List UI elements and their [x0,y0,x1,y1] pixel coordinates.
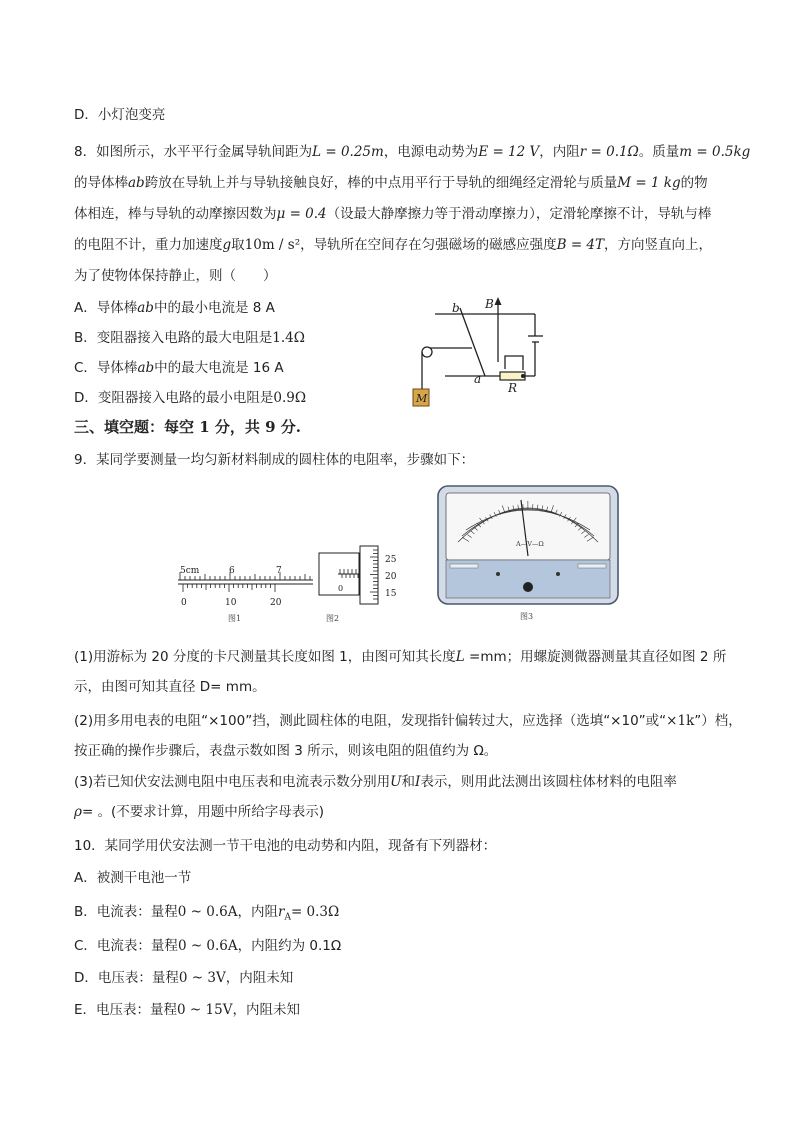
caliper-main-5cm: 5cm [180,566,200,576]
caliper-vernier-10: 10 [225,598,237,608]
q9-part-2-line-2: 按正确的操作步骤后，表盘示数如图 3 所示，则该电阻的阻值约为 Ω。 [74,743,498,759]
circuit-diagram [405,292,580,412]
meter-knob [523,582,533,592]
q9-part-3-line-1: (3)若已知伏安法测电阻中电压表和电流表示数分别用U和I表示，则用此法测出该圆柱体材料的电阻率 [74,774,677,790]
micrometer-25: 25 [385,555,397,565]
q8-option-a: A．导体棒ab中的最小电流是 8 A [74,300,275,316]
q10-intro: 10．某同学用伏安法测一节干电池的电动势和内阻，现备有下列器材： [74,838,497,854]
q8-option-c: C．导体棒ab中的最大电流是 16 A [74,360,284,376]
q8-line-4: 的电阻不计，重力加速度g取10m / s²，导轨所在空间存在匀强磁场的磁感应强度B = 4T，方向竖直向上， [74,237,713,253]
q9-part-3-line-2: ρ= 。(不要求计算，用题中所给字母表示) [74,804,325,820]
meter-label: A—V—Ω [516,540,544,548]
q8-line-1: 8．如图所示，水平平行金属导轨间距为L = 0.25m，电源电动势为E = 12 V，内阻r = 0.1Ω。质量m = 0.5kg [74,144,751,160]
q9-part-1-line-1: (1)用游标为 20 分度的卡尺测量其长度如图 1，由图可知其长度L =mm；用螺旋测微器测量其直径如图 2 所 [74,649,727,665]
q10-option-b: B．电流表：量程0 ~ 0.6A，内阻$r_A= 0.3\Omega$ [74,904,340,923]
label-M: M [416,392,428,405]
q9-part-1-line-2: 示，由图可知其直径 D= mm。 [74,679,266,695]
caliper-vernier-20: 20 [270,598,282,608]
q10-option-c: C．电流表：量程0 ~ 0.6A，内阻约为 0.1Ω [74,938,342,954]
q10-option-d: D．电压表：量程0 ~ 3V，内阻未知 [74,970,294,986]
figure-2-label: 图2 [326,614,340,623]
q10-option-a: A．被测干电池一节 [74,870,192,886]
q8-line-5: 为了使物体保持静止，则（ ） [74,268,277,284]
label-a: a [474,372,482,386]
micrometer-zero: 0 [338,584,344,593]
caliper-vernier-0: 0 [181,598,187,608]
figure-1-label: 图1 [228,614,242,623]
figure-1-caliper [168,560,318,625]
q9-part-2-line-1: (2)用多用电表的电阻“×100”挡，测此圆柱体的电阻，发现指针偏转过大，应选择（选填“×10”或“×1k”）档， [74,713,742,729]
q8-option-d: D．变阻器接入电路的最小电阻是0.9Ω [74,390,307,406]
label-b: b [452,301,460,315]
label-R: R [508,381,518,395]
caliper-main-7: 7 [276,566,282,576]
micrometer-15: 15 [385,589,397,599]
q8-line-2: 的导体棒ab跨放在导轨上并与导轨接触良好，棒的中点用平行于导轨的细绳经定滑轮与质量M = 1 kg的物 [74,175,708,191]
figure-3-label: 图3 [520,612,534,621]
label-B: B [485,297,494,311]
q8-line-3: 体相连，棒与导轨的动摩擦因数为μ = 0.4（设最大静摩擦力等于滑动摩擦力），定滑轮摩擦不计，导轨与棒 [74,206,712,222]
q9-intro: 9．某同学要测量一均匀新材料制成的圆柱体的电阻率，步骤如下： [74,452,475,468]
figure-2-micrometer [318,545,413,625]
figure-3-multimeter [436,484,621,626]
caliper-main-6: 6 [229,566,235,576]
q7-option-d: D．小灯泡变亮 [74,107,166,123]
q10-option-e: E．电压表：量程0 ~ 15V，内阻未知 [74,1002,300,1018]
section-3-title: 三、填空题：每空 1 分，共 9 分. [74,418,301,436]
q8-option-b: B．变阻器接入电路的最大电阻是1.4Ω [74,330,305,346]
micrometer-20: 20 [385,572,397,582]
